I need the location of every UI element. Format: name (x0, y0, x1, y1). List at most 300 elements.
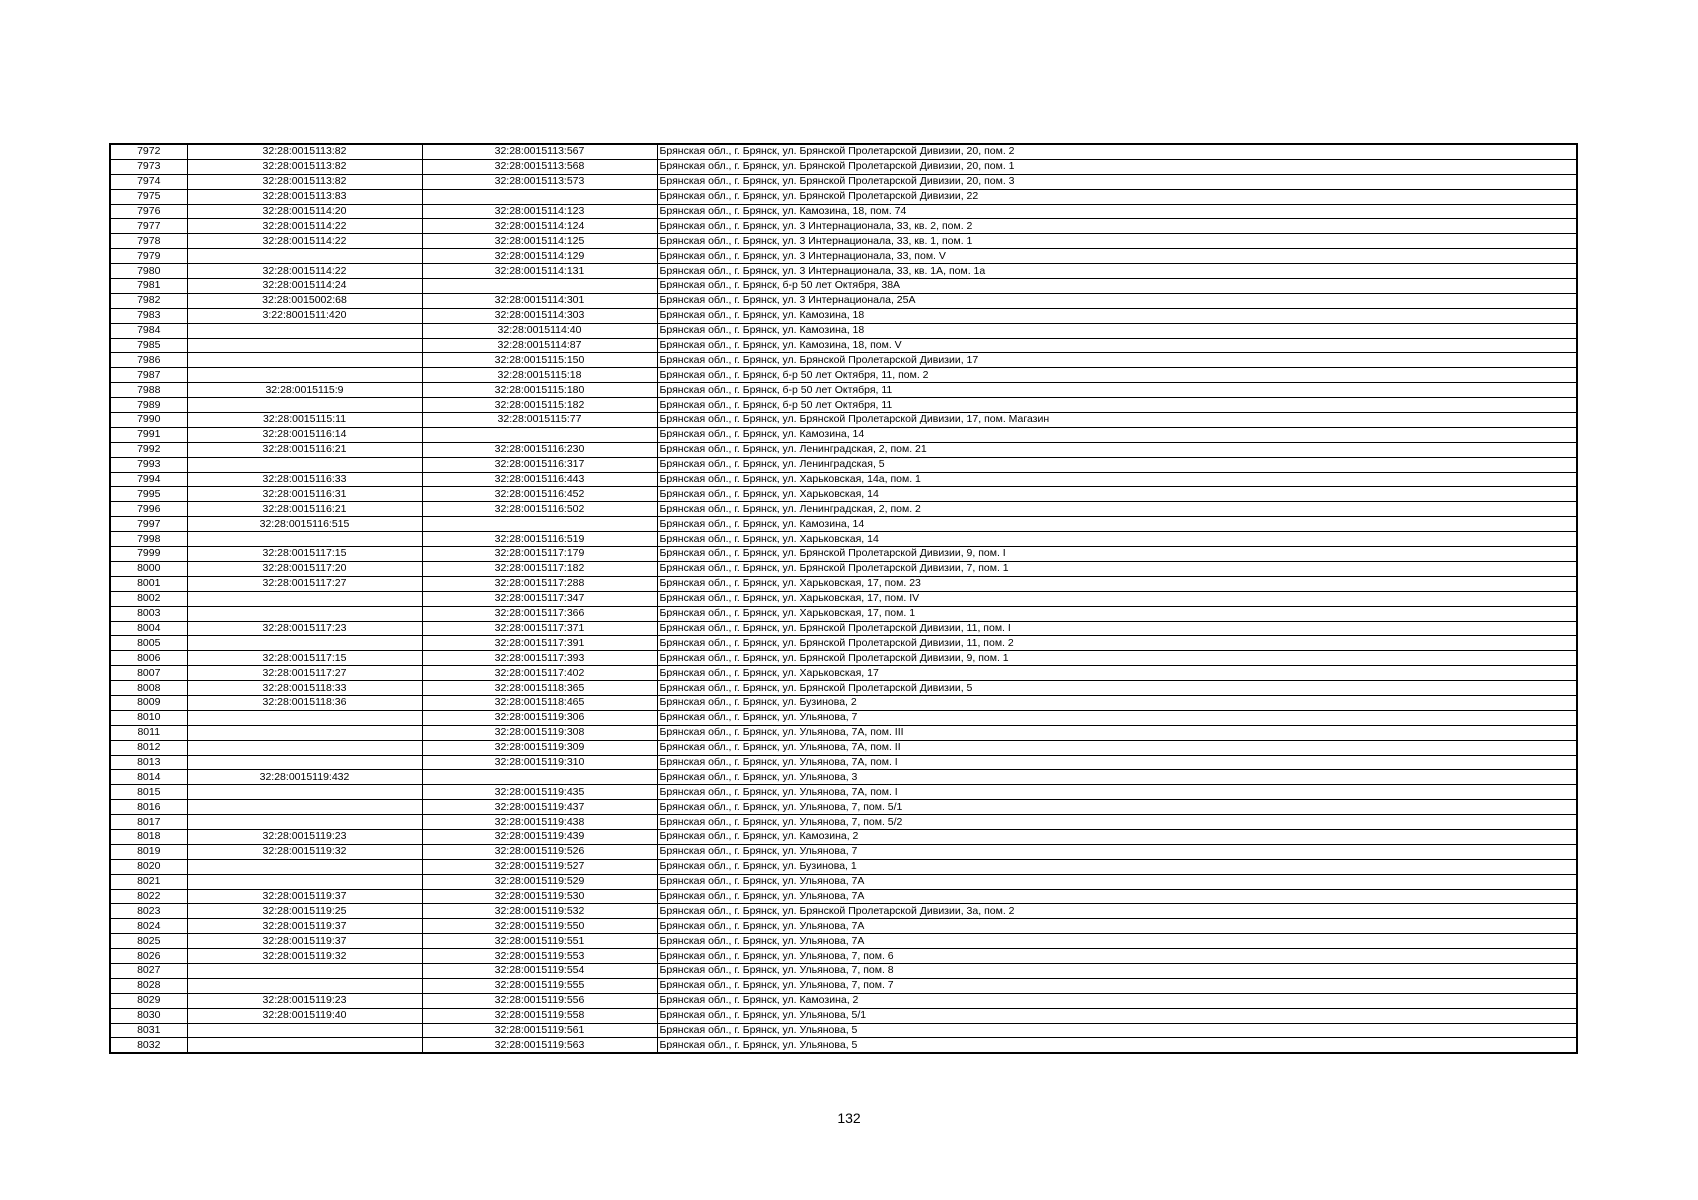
table-row (110, 919, 1577, 934)
object-number-cell: 32:28:0015116:519 (422, 532, 657, 547)
address-cell: Брянская обл., г. Брянск, ул. Брянской Пролетарской Дивизии, 11, пом. I (657, 621, 1577, 636)
row-number-cell: 7977 (110, 219, 187, 234)
row-number-cell: 8013 (110, 755, 187, 770)
object-number-cell: 32:28:0015119:437 (422, 800, 657, 815)
object-number-cell: 32:28:0015118:465 (422, 695, 657, 710)
address-cell: Брянская обл., г. Брянск, ул. Камозина, 2 (657, 993, 1577, 1008)
parcel-number-cell (187, 874, 422, 889)
row-number-cell: 7984 (110, 323, 187, 338)
object-number-cell: 32:28:0015119:561 (422, 1023, 657, 1038)
table-row (110, 815, 1577, 830)
table-row (110, 1023, 1577, 1038)
object-number-cell: 32:28:0015119:308 (422, 725, 657, 740)
table-row (110, 561, 1577, 576)
address-cell: Брянская обл., г. Брянск, ул. 3 Интернационала, 33, пом. V (657, 249, 1577, 264)
object-number-cell: 32:28:0015119:306 (422, 710, 657, 725)
object-number-cell: 32:28:0015113:573 (422, 174, 657, 189)
object-number-cell: 32:28:0015119:309 (422, 740, 657, 755)
row-number-cell: 8028 (110, 978, 187, 993)
parcel-number-cell (187, 606, 422, 621)
row-number-cell: 7972 (110, 144, 187, 159)
object-number-cell: 32:28:0015117:366 (422, 606, 657, 621)
row-number-cell: 8024 (110, 919, 187, 934)
object-number-cell: 32:28:0015113:567 (422, 144, 657, 159)
row-number-cell: 8009 (110, 695, 187, 710)
object-number-cell: 32:28:0015114:87 (422, 338, 657, 353)
address-cell: Брянская обл., г. Брянск, ул. Камозина, 2 (657, 829, 1577, 844)
table-row (110, 755, 1577, 770)
object-number-cell: 32:28:0015117:347 (422, 591, 657, 606)
parcel-number-cell (187, 800, 422, 815)
row-number-cell: 8000 (110, 561, 187, 576)
object-number-cell: 32:28:0015119:529 (422, 874, 657, 889)
row-number-cell: 8015 (110, 785, 187, 800)
table-row (110, 710, 1577, 725)
table-row (110, 591, 1577, 606)
address-cell: Брянская обл., г. Брянск, ул. Ульянова, 7А, пом. II (657, 740, 1577, 755)
object-number-cell: 32:28:0015119:558 (422, 1008, 657, 1023)
row-number-cell: 7996 (110, 502, 187, 517)
address-cell: Брянская обл., г. Брянск, ул. Камозина, 18, пом. 74 (657, 204, 1577, 219)
row-number-cell: 7986 (110, 353, 187, 368)
table-row (110, 800, 1577, 815)
parcel-number-cell: 32:28:0015119:432 (187, 770, 422, 785)
parcel-number-cell: 32:28:0015113:82 (187, 144, 422, 159)
row-number-cell: 8017 (110, 815, 187, 830)
object-number-cell: 32:28:0015113:568 (422, 159, 657, 174)
address-cell: Брянская обл., г. Брянск, ул. Харьковская, 17, пом. 23 (657, 576, 1577, 591)
object-number-cell: 32:28:0015115:18 (422, 368, 657, 383)
row-number-cell: 7998 (110, 532, 187, 547)
parcel-number-cell: 32:28:0015114:22 (187, 264, 422, 279)
table-row (110, 189, 1577, 204)
parcel-number-cell (187, 755, 422, 770)
table-row (110, 725, 1577, 740)
address-cell: Брянская обл., г. Брянск, ул. 3 Интернационала, 25А (657, 293, 1577, 308)
parcel-number-cell: 32:28:0015114:24 (187, 279, 422, 294)
address-cell: Брянская обл., г. Брянск, ул. Ульянова, 7, пом. 7 (657, 978, 1577, 993)
address-cell: Брянская обл., г. Брянск, ул. Ульянова, 7А, пом. I (657, 785, 1577, 800)
parcel-number-cell: 32:28:0015117:20 (187, 561, 422, 576)
parcel-number-cell: 32:28:0015116:515 (187, 517, 422, 532)
address-cell: Брянская обл., г. Брянск, ул. Брянской Пролетарской Дивизии, 17 (657, 353, 1577, 368)
parcel-number-cell (187, 815, 422, 830)
table-row (110, 427, 1577, 442)
table-row (110, 517, 1577, 532)
object-number-cell: 32:28:0015117:402 (422, 666, 657, 681)
address-cell: Брянская обл., г. Брянск, ул. 3 Интернационала, 33, кв. 2, пом. 2 (657, 219, 1577, 234)
row-number-cell: 8026 (110, 949, 187, 964)
table-row (110, 279, 1577, 294)
parcel-number-cell: 32:28:0015116:14 (187, 427, 422, 442)
address-cell: Брянская обл., г. Брянск, ул. Ульянова, 7 (657, 844, 1577, 859)
parcel-number-cell (187, 636, 422, 651)
object-number-cell: 32:28:0015117:393 (422, 651, 657, 666)
address-cell: Брянская обл., г. Брянск, ул. Харьковская, 14 (657, 487, 1577, 502)
parcel-number-cell: 32:28:0015119:37 (187, 919, 422, 934)
table-row (110, 904, 1577, 919)
table-row (110, 204, 1577, 219)
parcel-number-cell: 32:28:0015114:20 (187, 204, 422, 219)
address-cell: Брянская обл., г. Брянск, ул. Ульянова, 7 (657, 710, 1577, 725)
table-row (110, 502, 1577, 517)
object-number-cell: 32:28:0015116:502 (422, 502, 657, 517)
object-number-cell: 32:28:0015119:563 (422, 1038, 657, 1053)
table-row (110, 859, 1577, 874)
parcel-number-cell (187, 1038, 422, 1053)
address-cell: Брянская обл., г. Брянск, ул. Брянской Пролетарской Дивизии, 22 (657, 189, 1577, 204)
object-number-cell: 32:28:0015119:526 (422, 844, 657, 859)
parcel-number-cell (187, 368, 422, 383)
row-number-cell: 8005 (110, 636, 187, 651)
row-number-cell: 8031 (110, 1023, 187, 1038)
parcel-number-cell (187, 532, 422, 547)
table-row (110, 219, 1577, 234)
parcel-number-cell (187, 398, 422, 413)
row-number-cell: 7983 (110, 308, 187, 323)
table-row (110, 978, 1577, 993)
address-cell: Брянская обл., г. Брянск, б-р 50 лет Октября, 11, пом. 2 (657, 368, 1577, 383)
table-row (110, 457, 1577, 472)
address-cell: Брянская обл., г. Брянск, ул. Ульянова, 7, пом. 8 (657, 963, 1577, 978)
parcel-number-cell: 32:28:0015117:27 (187, 576, 422, 591)
object-number-cell: 32:28:0015119:556 (422, 993, 657, 1008)
address-cell: Брянская обл., г. Брянск, ул. Брянской Пролетарской Дивизии, 9, пом. 1 (657, 651, 1577, 666)
address-cell: Брянская обл., г. Брянск, ул. Брянской Пролетарской Дивизии, 20, пом. 3 (657, 174, 1577, 189)
row-number-cell: 7989 (110, 398, 187, 413)
address-cell: Брянская обл., г. Брянск, ул. Брянской Пролетарской Дивизии, 3а, пом. 2 (657, 904, 1577, 919)
object-number-cell: 32:28:0015119:435 (422, 785, 657, 800)
row-number-cell: 8020 (110, 859, 187, 874)
object-number-cell: 32:28:0015114:303 (422, 308, 657, 323)
parcel-number-cell: 32:28:0015114:22 (187, 234, 422, 249)
row-number-cell: 7982 (110, 293, 187, 308)
row-number-cell: 8012 (110, 740, 187, 755)
address-cell: Брянская обл., г. Брянск, ул. Ленинградская, 2, пом. 21 (657, 442, 1577, 457)
row-number-cell: 7976 (110, 204, 187, 219)
row-number-cell: 8022 (110, 889, 187, 904)
row-number-cell: 7978 (110, 234, 187, 249)
table-row (110, 547, 1577, 562)
address-cell: Брянская обл., г. Брянск, ул. Ульянова, 7А (657, 874, 1577, 889)
object-number-cell: 32:28:0015119:555 (422, 978, 657, 993)
table-row (110, 740, 1577, 755)
object-number-cell: 32:28:0015117:371 (422, 621, 657, 636)
table-row (110, 174, 1577, 189)
object-number-cell: 32:28:0015119:439 (422, 829, 657, 844)
parcel-number-cell (187, 591, 422, 606)
table-row (110, 323, 1577, 338)
object-number-cell: 32:28:0015119:527 (422, 859, 657, 874)
row-number-cell: 7973 (110, 159, 187, 174)
row-number-cell: 8030 (110, 1008, 187, 1023)
row-number-cell: 7979 (110, 249, 187, 264)
row-number-cell: 8011 (110, 725, 187, 740)
address-cell: Брянская обл., г. Брянск, ул. Бузинова, 1 (657, 859, 1577, 874)
parcel-number-cell (187, 710, 422, 725)
parcel-number-cell (187, 338, 422, 353)
address-cell: Брянская обл., г. Брянск, ул. Ульянова, 5 (657, 1038, 1577, 1053)
parcel-number-cell: 32:28:0015119:37 (187, 934, 422, 949)
row-number-cell: 8018 (110, 829, 187, 844)
row-number-cell: 7975 (110, 189, 187, 204)
parcel-number-cell: 32:28:0015116:33 (187, 472, 422, 487)
address-cell: Брянская обл., г. Брянск, ул. 3 Интернационала, 33, кв. 1А, пом. 1а (657, 264, 1577, 279)
object-number-cell: 32:28:0015116:317 (422, 457, 657, 472)
table-row (110, 695, 1577, 710)
table-row (110, 264, 1577, 279)
table-row (110, 487, 1577, 502)
address-cell: Брянская обл., г. Брянск, б-р 50 лет Октября, 11 (657, 383, 1577, 398)
address-cell: Брянская обл., г. Брянск, б-р 50 лет Октября, 38А (657, 279, 1577, 294)
row-number-cell: 7999 (110, 547, 187, 562)
parcel-number-cell: 32:28:0015113:82 (187, 159, 422, 174)
object-number-cell: 32:28:0015119:310 (422, 755, 657, 770)
parcel-number-cell: 32:28:0015117:15 (187, 547, 422, 562)
address-cell: Брянская обл., г. Брянск, ул. Ульянова, 7А (657, 889, 1577, 904)
row-number-cell: 8006 (110, 651, 187, 666)
row-number-cell: 7985 (110, 338, 187, 353)
table-row (110, 829, 1577, 844)
parcel-number-cell: 32:28:0015119:40 (187, 1008, 422, 1023)
parcel-number-cell (187, 785, 422, 800)
parcel-number-cell: 32:28:0015117:27 (187, 666, 422, 681)
row-number-cell: 8004 (110, 621, 187, 636)
address-cell: Брянская обл., г. Брянск, ул. Ульянова, 7А, пом. I (657, 755, 1577, 770)
row-number-cell: 8003 (110, 606, 187, 621)
table-row (110, 963, 1577, 978)
parcel-number-cell (187, 249, 422, 264)
parcel-number-cell (187, 353, 422, 368)
table-row (110, 666, 1577, 681)
object-number-cell: 32:28:0015114:124 (422, 219, 657, 234)
parcel-number-cell (187, 323, 422, 338)
row-number-cell: 7993 (110, 457, 187, 472)
object-number-cell: 32:28:0015118:365 (422, 681, 657, 696)
object-number-cell: 32:28:0015115:150 (422, 353, 657, 368)
table-row (110, 889, 1577, 904)
object-number-cell: 32:28:0015115:182 (422, 398, 657, 413)
parcel-number-cell: 32:28:0015118:33 (187, 681, 422, 696)
row-number-cell: 8008 (110, 681, 187, 696)
parcel-number-cell: 32:28:0015119:32 (187, 844, 422, 859)
row-number-cell: 8014 (110, 770, 187, 785)
address-cell: Брянская обл., г. Брянск, ул. Брянской Пролетарской Дивизии, 20, пом. 1 (657, 159, 1577, 174)
parcel-number-cell: 32:28:0015119:25 (187, 904, 422, 919)
table-row (110, 293, 1577, 308)
object-number-cell (422, 770, 657, 785)
table-row (110, 159, 1577, 174)
parcel-number-cell (187, 740, 422, 755)
address-cell: Брянская обл., г. Брянск, ул. Ульянова, 7, пом. 5/2 (657, 815, 1577, 830)
table-row (110, 144, 1577, 159)
row-number-cell: 8029 (110, 993, 187, 1008)
parcel-number-cell (187, 859, 422, 874)
object-number-cell: 32:28:0015116:230 (422, 442, 657, 457)
row-number-cell: 8002 (110, 591, 187, 606)
table-row (110, 993, 1577, 1008)
page-number: 132 (837, 1110, 861, 1126)
address-cell: Брянская обл., г. Брянск, ул. Ульянова, 3 (657, 770, 1577, 785)
address-cell: Брянская обл., г. Брянск, б-р 50 лет Октября, 11 (657, 398, 1577, 413)
table-row (110, 636, 1577, 651)
table-row (110, 368, 1577, 383)
row-number-cell: 7987 (110, 368, 187, 383)
table-row (110, 353, 1577, 368)
object-number-cell: 32:28:0015119:551 (422, 934, 657, 949)
table-row (110, 934, 1577, 949)
address-cell: Брянская обл., г. Брянск, ул. Харьковская, 17, пом. 1 (657, 606, 1577, 621)
row-number-cell: 8032 (110, 1038, 187, 1053)
parcel-number-cell: 32:28:0015117:15 (187, 651, 422, 666)
object-number-cell (422, 427, 657, 442)
row-number-cell: 7992 (110, 442, 187, 457)
table-row (110, 413, 1577, 428)
table-row (110, 383, 1577, 398)
table-row (110, 1038, 1577, 1053)
table-row (110, 398, 1577, 413)
object-number-cell: 32:28:0015119:554 (422, 963, 657, 978)
object-number-cell: 32:28:0015119:438 (422, 815, 657, 830)
object-number-cell: 32:28:0015114:301 (422, 293, 657, 308)
object-number-cell: 32:28:0015119:532 (422, 904, 657, 919)
address-cell: Брянская обл., г. Брянск, ул. Ульянова, 7, пом. 5/1 (657, 800, 1577, 815)
object-number-cell: 32:28:0015114:40 (422, 323, 657, 338)
table-row (110, 621, 1577, 636)
row-number-cell: 7988 (110, 383, 187, 398)
parcel-number-cell: 32:28:0015116:21 (187, 442, 422, 457)
object-number-cell: 32:28:0015119:553 (422, 949, 657, 964)
row-number-cell: 7997 (110, 517, 187, 532)
address-cell: Брянская обл., г. Брянск, ул. Камозина, 14 (657, 517, 1577, 532)
parcel-number-cell (187, 963, 422, 978)
parcel-number-cell (187, 457, 422, 472)
row-number-cell: 7974 (110, 174, 187, 189)
object-number-cell (422, 279, 657, 294)
object-number-cell: 32:28:0015116:452 (422, 487, 657, 502)
address-cell: Брянская обл., г. Брянск, ул. Камозина, 18 (657, 308, 1577, 323)
table-row (110, 1008, 1577, 1023)
address-cell: Брянская обл., г. Брянск, ул. Брянской Пролетарской Дивизии, 5 (657, 681, 1577, 696)
row-number-cell: 7991 (110, 427, 187, 442)
row-number-cell: 7980 (110, 264, 187, 279)
row-number-cell: 8001 (110, 576, 187, 591)
table-row (110, 785, 1577, 800)
address-cell: Брянская обл., г. Брянск, ул. Брянской Пролетарской Дивизии, 9, пом. I (657, 547, 1577, 562)
row-number-cell: 8007 (110, 666, 187, 681)
object-number-cell: 32:28:0015114:125 (422, 234, 657, 249)
address-cell: Брянская обл., г. Брянск, ул. Ульянова, 5 (657, 1023, 1577, 1038)
table-row (110, 472, 1577, 487)
address-cell: Брянская обл., г. Брянск, ул. 3 Интернационала, 33, кв. 1, пом. 1 (657, 234, 1577, 249)
parcel-number-cell (187, 1023, 422, 1038)
address-cell: Брянская обл., г. Брянск, ул. Ульянова, 5/1 (657, 1008, 1577, 1023)
address-cell: Брянская обл., г. Брянск, ул. Харьковская, 14 (657, 532, 1577, 547)
address-cell: Брянская обл., г. Брянск, ул. Брянской Пролетарской Дивизии, 7, пом. 1 (657, 561, 1577, 576)
parcel-number-cell: 32:28:0015113:83 (187, 189, 422, 204)
parcel-number-cell: 32:28:0015119:23 (187, 993, 422, 1008)
parcel-number-cell: 32:28:0015115:11 (187, 413, 422, 428)
object-number-cell: 32:28:0015115:77 (422, 413, 657, 428)
parcel-number-cell: 32:28:0015116:31 (187, 487, 422, 502)
table-body (110, 144, 1577, 1053)
table-row (110, 442, 1577, 457)
object-number-cell (422, 189, 657, 204)
address-cell: Брянская обл., г. Брянск, ул. Ульянова, 7А (657, 934, 1577, 949)
object-number-cell: 32:28:0015114:123 (422, 204, 657, 219)
table-row (110, 606, 1577, 621)
address-cell: Брянская обл., г. Брянск, ул. Камозина, 18 (657, 323, 1577, 338)
address-cell: Брянская обл., г. Брянск, ул. Камозина, 18, пом. V (657, 338, 1577, 353)
address-cell: Брянская обл., г. Брянск, ул. Камозина, 14 (657, 427, 1577, 442)
row-number-cell: 8021 (110, 874, 187, 889)
object-number-cell: 32:28:0015117:179 (422, 547, 657, 562)
row-number-cell: 7981 (110, 279, 187, 294)
object-number-cell: 32:28:0015117:288 (422, 576, 657, 591)
parcel-number-cell (187, 978, 422, 993)
row-number-cell: 8019 (110, 844, 187, 859)
row-number-cell: 7990 (110, 413, 187, 428)
object-number-cell: 32:28:0015114:129 (422, 249, 657, 264)
table-row (110, 308, 1577, 323)
address-cell: Брянская обл., г. Брянск, ул. Ульянова, 7А, пом. III (657, 725, 1577, 740)
address-cell: Брянская обл., г. Брянск, ул. Брянской Пролетарской Дивизии, 20, пом. 2 (657, 144, 1577, 159)
table-row (110, 234, 1577, 249)
cadastral-table (109, 143, 1578, 1054)
table-row (110, 249, 1577, 264)
parcel-number-cell: 3:22:8001511:420 (187, 308, 422, 323)
object-number-cell: 32:28:0015115:180 (422, 383, 657, 398)
parcel-number-cell: 32:28:0015118:36 (187, 695, 422, 710)
row-number-cell: 8027 (110, 963, 187, 978)
address-cell: Брянская обл., г. Брянск, ул. Ленинградская, 2, пом. 2 (657, 502, 1577, 517)
object-number-cell: 32:28:0015114:131 (422, 264, 657, 279)
object-number-cell: 32:28:0015117:391 (422, 636, 657, 651)
parcel-number-cell (187, 725, 422, 740)
object-number-cell: 32:28:0015119:530 (422, 889, 657, 904)
row-number-cell: 8023 (110, 904, 187, 919)
parcel-number-cell: 32:28:0015115:9 (187, 383, 422, 398)
parcel-number-cell: 32:28:0015116:21 (187, 502, 422, 517)
parcel-number-cell: 32:28:0015117:23 (187, 621, 422, 636)
address-cell: Брянская обл., г. Брянск, ул. Харьковская, 14а, пом. 1 (657, 472, 1577, 487)
row-number-cell: 7994 (110, 472, 187, 487)
table-row (110, 874, 1577, 889)
parcel-number-cell: 32:28:0015002:68 (187, 293, 422, 308)
address-cell: Брянская обл., г. Брянск, ул. Бузинова, 2 (657, 695, 1577, 710)
row-number-cell: 8025 (110, 934, 187, 949)
address-cell: Брянская обл., г. Брянск, ул. Харьковская, 17, пом. IV (657, 591, 1577, 606)
object-number-cell: 32:28:0015117:182 (422, 561, 657, 576)
object-number-cell (422, 517, 657, 532)
parcel-number-cell: 32:28:0015119:32 (187, 949, 422, 964)
table-row (110, 770, 1577, 785)
address-cell: Брянская обл., г. Брянск, ул. Ульянова, 7А (657, 919, 1577, 934)
address-cell: Брянская обл., г. Брянск, ул. Харьковская, 17 (657, 666, 1577, 681)
address-cell: Брянская обл., г. Брянск, ул. Ленинградская, 5 (657, 457, 1577, 472)
table-row (110, 576, 1577, 591)
parcel-number-cell: 32:28:0015113:82 (187, 174, 422, 189)
object-number-cell: 32:28:0015119:550 (422, 919, 657, 934)
address-cell: Брянская обл., г. Брянск, ул. Брянской Пролетарской Дивизии, 11, пом. 2 (657, 636, 1577, 651)
table-row (110, 651, 1577, 666)
table-row (110, 532, 1577, 547)
row-number-cell: 8016 (110, 800, 187, 815)
row-number-cell: 8010 (110, 710, 187, 725)
parcel-number-cell: 32:28:0015119:23 (187, 829, 422, 844)
table-row (110, 949, 1577, 964)
address-cell: Брянская обл., г. Брянск, ул. Ульянова, 7, пом. 6 (657, 949, 1577, 964)
